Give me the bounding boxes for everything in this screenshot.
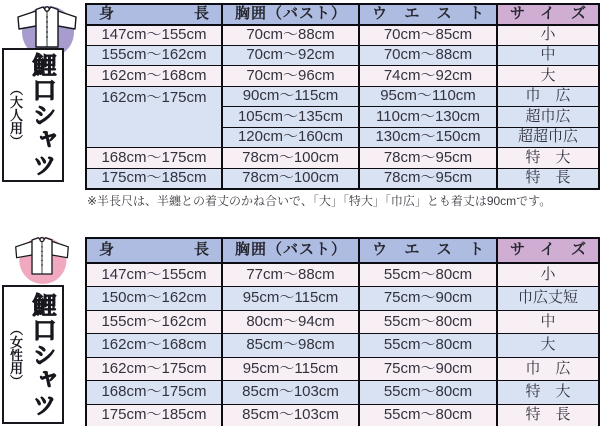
cell-size: 小	[497, 25, 599, 46]
cell-waist: 55cm～80cm	[359, 334, 497, 358]
cell-bust: 70cm～88cm	[222, 25, 359, 46]
table-row	[86, 66, 599, 87]
cell-height: 162cm～175cm	[86, 357, 222, 381]
table-header-row	[86, 4, 599, 25]
header-height: 身長	[86, 4, 222, 25]
cell-size: 中	[497, 310, 599, 334]
header-size: サイズ	[497, 4, 599, 25]
cell-waist: 55cm～80cm	[359, 310, 497, 334]
table-row	[86, 148, 599, 169]
cell-bust: 78cm～100cm	[222, 168, 359, 189]
product-label-title: 鯉口シャツ	[28, 52, 54, 178]
header-bust: 胸囲（バスト）	[222, 238, 359, 263]
cell-height: 147cm～155cm	[86, 25, 222, 46]
cell-size: 特 長	[497, 404, 599, 426]
cell-size: 巾 広	[497, 357, 599, 381]
header-waist: ウエスト	[359, 4, 497, 25]
shirt-collar-loop	[45, 7, 49, 11]
cell-size: 超超巾広	[497, 127, 599, 148]
header-size: サイズ	[497, 238, 599, 263]
table-header-row	[86, 238, 599, 263]
cell-bust: 77cm～88cm	[222, 263, 359, 287]
cell-waist: 78cm～95cm	[359, 168, 497, 189]
cell-bust: 120cm～160cm	[222, 127, 359, 148]
cell-bust: 85cm～103cm	[222, 404, 359, 426]
table-row	[86, 86, 599, 107]
table-row	[86, 357, 599, 381]
cell-size: 大	[497, 334, 599, 358]
table-row	[86, 45, 599, 66]
cell-waist: 74cm～92cm	[359, 66, 497, 87]
cell-bust: 90cm～115cm	[222, 86, 359, 107]
table-row	[86, 287, 599, 311]
cell-waist: 70cm～85cm	[359, 25, 497, 46]
shirt-left-sleeve	[18, 11, 36, 29]
cell-waist: 55cm～80cm	[359, 263, 497, 287]
shirt-right-sleeve	[58, 11, 76, 29]
cell-size: 中	[497, 45, 599, 66]
cell-bust: 70cm～96cm	[222, 66, 359, 87]
table-row	[86, 25, 599, 46]
cell-size: 巾 広	[497, 86, 599, 107]
cell-height: 175cm～185cm	[86, 404, 222, 426]
cell-size: 巾広丈短	[497, 287, 599, 311]
cell-waist: 75cm～90cm	[359, 287, 497, 311]
women-size-table	[85, 237, 600, 426]
product-label-adult	[2, 48, 64, 182]
adult-size-table	[85, 3, 600, 190]
table-row	[86, 381, 599, 405]
header-bust: 胸囲（バスト）	[222, 4, 359, 25]
cell-waist: 55cm～80cm	[359, 381, 497, 405]
shirt-left-sleeve	[16, 241, 32, 257]
length-footnote: ※半長尺は、半纏との着丈のかね合いで、「大」「特大」「巾広」とも着丈は90cmです。	[87, 194, 552, 208]
koikuchi-shirt-icon	[13, 233, 71, 286]
cell-height-merged: 162cm～175cm	[86, 86, 222, 148]
cell-size: 特 長	[497, 168, 599, 189]
product-label-title: 鯉口シャツ	[28, 292, 54, 417]
shirt-collar-loop	[40, 238, 44, 242]
table-row	[86, 310, 599, 334]
cell-bust: 78cm～100cm	[222, 148, 359, 169]
cell-waist: 75cm～90cm	[359, 357, 497, 381]
header-waist: ウエスト	[359, 238, 497, 263]
cell-height: 150cm～162cm	[86, 287, 222, 311]
cell-bust: 85cm～103cm	[222, 381, 359, 405]
cell-bust: 105cm～135cm	[222, 107, 359, 128]
cell-waist: 78cm～95cm	[359, 148, 497, 169]
cell-size: 大	[497, 66, 599, 87]
header-height: 身長	[86, 238, 222, 263]
shirt-right-sleeve	[52, 241, 68, 257]
cell-bust: 95cm～115cm	[222, 357, 359, 381]
product-label-women	[2, 285, 64, 424]
cell-height: 155cm～162cm	[86, 45, 222, 66]
cell-bust: 95cm～115cm	[222, 287, 359, 311]
cell-size: 超巾広	[497, 107, 599, 128]
table-row	[86, 263, 599, 287]
cell-height: 155cm～162cm	[86, 310, 222, 334]
cell-height: 147cm～155cm	[86, 263, 222, 287]
cell-bust: 85cm～98cm	[222, 334, 359, 358]
cell-waist: 70cm～88cm	[359, 45, 497, 66]
cell-height: 168cm～175cm	[86, 381, 222, 405]
table-row	[86, 404, 599, 426]
cell-size: 特 大	[497, 381, 599, 405]
cell-waist: 130cm～150cm	[359, 127, 497, 148]
cell-height: 162cm～168cm	[86, 66, 222, 87]
product-label-subtitle: （大人用）	[8, 82, 23, 148]
cell-waist: 55cm～80cm	[359, 404, 497, 426]
product-label-subtitle: （女性用）	[8, 322, 23, 387]
cell-bust: 80cm～94cm	[222, 310, 359, 334]
cell-bust: 70cm～92cm	[222, 45, 359, 66]
cell-size: 小	[497, 263, 599, 287]
table-row	[86, 168, 599, 189]
cell-waist: 110cm～130cm	[359, 107, 497, 128]
table-row	[86, 334, 599, 358]
cell-height: 175cm～185cm	[86, 168, 222, 189]
cell-height: 162cm～168cm	[86, 334, 222, 358]
cell-waist: 95cm～110cm	[359, 86, 497, 107]
cell-size: 特 大	[497, 148, 599, 169]
cell-height: 168cm～175cm	[86, 148, 222, 169]
